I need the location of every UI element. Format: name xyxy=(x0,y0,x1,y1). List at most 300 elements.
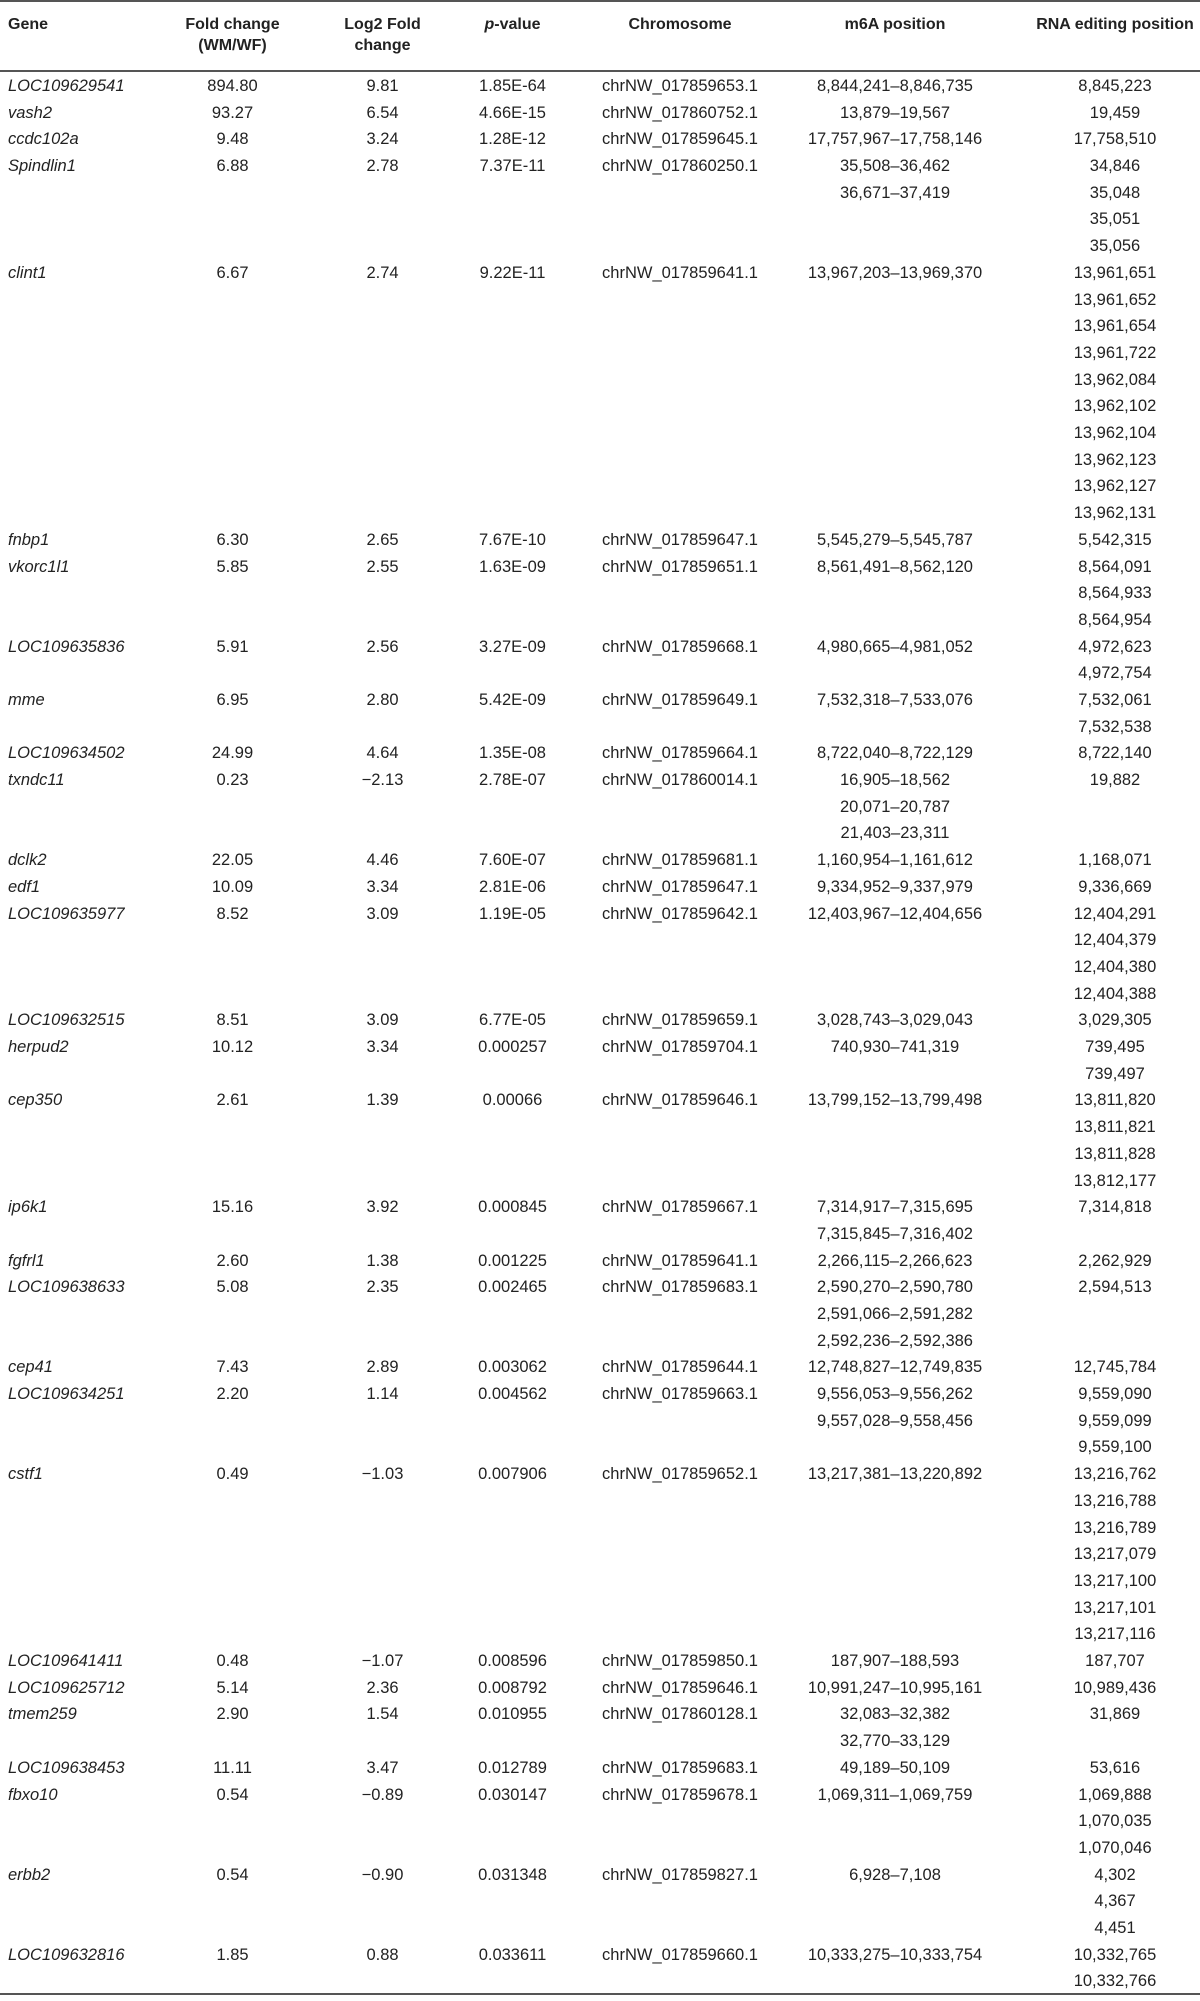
rna-editing-cell-line: 7,314,818 xyxy=(1078,1198,1152,1217)
pvalue-cell: 0.002465 xyxy=(478,1278,547,1297)
gene-cell: ccdc102a xyxy=(8,130,79,149)
m6a-cell-line: 8,561,491–8,562,120 xyxy=(817,557,973,576)
m6a-cell-line: 32,770–33,129 xyxy=(839,1732,951,1751)
log2-cell: 1.39 xyxy=(366,1091,399,1110)
chromosome-cell: chrNW_017859653.1 xyxy=(602,77,758,95)
log2-cell: 3.34 xyxy=(366,877,399,896)
fold-change-cell: 8.52 xyxy=(216,904,249,923)
gene-cell: vash2 xyxy=(8,103,53,122)
gene-cell: mme xyxy=(8,691,45,710)
m6a-cell-line: 21,403–23,311 xyxy=(840,824,950,843)
fold-change-cell: 8.51 xyxy=(216,1011,249,1030)
chromosome-cell: chrNW_017859668.1 xyxy=(602,637,758,656)
rna-editing-cell xyxy=(1015,73,1200,100)
rna-editing-cell xyxy=(1015,1648,1200,1675)
m6a-cell-line: 187,907–188,593 xyxy=(830,1652,960,1671)
chromosome-cell: chrNW_017859663.1 xyxy=(602,1385,758,1404)
log2-cell: −1.03 xyxy=(361,1465,404,1484)
rna-editing-cell xyxy=(1015,554,1200,634)
gene-cell: cstf1 xyxy=(8,1465,43,1484)
chromosome-cell: chrNW_017859642.1 xyxy=(602,904,758,923)
gene-cell: erbb2 xyxy=(8,1865,51,1884)
m6a-cell-line: 13,879–19,567 xyxy=(839,103,951,122)
rna-editing-cell-line: 8,564,933 xyxy=(1078,584,1152,603)
gene-cell: LOC109635836 xyxy=(8,637,125,656)
table-row xyxy=(0,687,1200,740)
rna-editing-cell-line: 4,972,623 xyxy=(1078,637,1152,656)
table-row xyxy=(0,153,1200,260)
header-chromosome: Chromosome xyxy=(628,16,732,33)
rna-editing-cell xyxy=(1015,260,1200,527)
rna-editing-cell-line: 35,051 xyxy=(1089,210,1141,229)
rna-editing-cell-line: 9,336,669 xyxy=(1078,877,1152,896)
rna-editing-cell-line: 10,332,766 xyxy=(1073,1972,1157,1991)
log2-cell: 2.36 xyxy=(366,1678,399,1697)
fold-change-cell: 24.99 xyxy=(211,744,254,763)
pvalue-cell: 0.00066 xyxy=(482,1091,543,1110)
table-row xyxy=(0,1942,1200,1995)
header-fold-change-line1: Fold change xyxy=(185,16,280,33)
m6a-cell-line: 5,545,279–5,545,787 xyxy=(817,530,973,549)
fold-change-cell: 6.95 xyxy=(216,691,249,710)
m6a-cell xyxy=(785,1942,1005,1969)
table-row xyxy=(0,1862,1200,1942)
fold-change-cell: 22.05 xyxy=(211,851,254,870)
m6a-cell xyxy=(785,1782,1005,1809)
table-row xyxy=(0,1087,1200,1194)
chromosome-cell: chrNW_017859850.1 xyxy=(602,1652,758,1671)
rna-editing-cell xyxy=(1015,1354,1200,1381)
m6a-cell-line: 740,930–741,319 xyxy=(830,1038,960,1057)
fold-change-cell: 7.43 xyxy=(216,1358,249,1377)
rna-editing-cell-line: 12,745,784 xyxy=(1073,1358,1157,1377)
gene-cell: dclk2 xyxy=(8,851,47,870)
header-log2 xyxy=(320,14,445,56)
chromosome-cell: chrNW_017859645.1 xyxy=(602,130,758,149)
rna-editing-cell-line: 8,564,091 xyxy=(1078,557,1152,576)
m6a-cell-line: 1,069,311–1,069,759 xyxy=(817,1785,973,1804)
header-pvalue-suffix: -value xyxy=(494,16,541,33)
fold-change-cell: 5.85 xyxy=(216,557,249,576)
table-row xyxy=(0,874,1200,901)
rna-editing-cell-line: 12,404,388 xyxy=(1073,984,1157,1003)
rna-editing-cell-line: 2,594,513 xyxy=(1078,1278,1152,1297)
m6a-cell xyxy=(785,767,1005,847)
rna-editing-cell xyxy=(1015,1461,1200,1648)
m6a-cell xyxy=(785,847,1005,874)
rna-editing-cell xyxy=(1015,153,1200,260)
chromosome-cell: chrNW_017859683.1 xyxy=(602,1758,758,1777)
table-row xyxy=(0,1354,1200,1381)
rna-editing-cell xyxy=(1015,1381,1200,1461)
rna-editing-cell-line: 34,846 xyxy=(1089,157,1141,176)
pvalue-cell: 0.008596 xyxy=(478,1652,547,1671)
m6a-cell xyxy=(785,1194,1005,1247)
pvalue-cell: 1.85E-64 xyxy=(479,77,546,95)
pvalue-cell: 0.001225 xyxy=(478,1251,547,1270)
rna-editing-cell-line: 3,029,305 xyxy=(1078,1011,1152,1030)
table-row xyxy=(0,1034,1200,1087)
m6a-cell-line: 7,314,917–7,315,695 xyxy=(817,1198,973,1217)
pvalue-cell: 9.22E-11 xyxy=(479,263,546,282)
log2-cell: 2.80 xyxy=(366,691,399,710)
gene-cell: cep41 xyxy=(8,1358,53,1377)
rna-editing-cell-line: 35,048 xyxy=(1089,183,1141,202)
fold-change-cell: 6.30 xyxy=(216,530,249,549)
fold-change-cell: 0.49 xyxy=(216,1465,249,1484)
table-row xyxy=(0,901,1200,1008)
table-header-rule xyxy=(0,70,1200,72)
rna-editing-cell-line: 13,811,820 xyxy=(1074,1091,1156,1110)
table-row xyxy=(0,100,1200,127)
table-row xyxy=(0,1648,1200,1675)
table-row xyxy=(0,1782,1200,1862)
m6a-cell xyxy=(785,740,1005,767)
table-row xyxy=(0,527,1200,554)
log2-cell: 2.35 xyxy=(366,1278,399,1297)
table-row xyxy=(0,1194,1200,1247)
rna-editing-cell-line: 1,070,035 xyxy=(1078,1812,1152,1831)
pvalue-cell: 7.67E-10 xyxy=(479,530,546,549)
m6a-cell xyxy=(785,1648,1005,1675)
rna-editing-cell-line: 4,367 xyxy=(1094,1892,1136,1911)
fold-change-cell: 2.90 xyxy=(216,1705,249,1724)
m6a-cell xyxy=(785,1087,1005,1114)
chromosome-cell: chrNW_017859667.1 xyxy=(602,1198,758,1217)
m6a-cell-line: 2,590,270–2,590,780 xyxy=(817,1278,973,1297)
fold-change-cell: 11.11 xyxy=(213,1758,252,1777)
fold-change-cell: 10.12 xyxy=(211,1038,254,1057)
rna-editing-cell xyxy=(1015,100,1200,127)
fold-change-cell: 5.14 xyxy=(216,1678,249,1697)
header-m6a: m6A position xyxy=(844,16,946,33)
m6a-cell xyxy=(785,634,1005,661)
gene-cell: clint1 xyxy=(8,263,47,282)
m6a-cell-line: 6,928–7,108 xyxy=(849,1865,941,1884)
gene-cell: LOC109632515 xyxy=(8,1011,125,1030)
rna-editing-cell-line: 10,989,436 xyxy=(1073,1678,1157,1697)
log2-cell: 2.65 xyxy=(366,530,399,549)
log2-cell: 4.46 xyxy=(366,851,399,870)
m6a-cell xyxy=(785,1755,1005,1782)
m6a-cell-line: 9,556,053–9,556,262 xyxy=(817,1385,973,1404)
rna-editing-cell-line: 4,451 xyxy=(1094,1919,1136,1938)
m6a-cell-line: 7,532,318–7,533,076 xyxy=(817,691,973,710)
table-row xyxy=(0,1248,1200,1275)
pvalue-cell: 0.007906 xyxy=(478,1465,547,1484)
rna-editing-cell-line: 13,216,788 xyxy=(1073,1491,1157,1510)
fold-change-cell: 0.48 xyxy=(216,1652,249,1671)
m6a-cell xyxy=(785,901,1005,928)
rna-editing-cell-line: 13,962,131 xyxy=(1073,504,1157,523)
m6a-cell-line: 9,334,952–9,337,979 xyxy=(817,877,973,896)
table-row xyxy=(0,847,1200,874)
m6a-cell-line: 8,722,040–8,722,129 xyxy=(817,744,973,763)
m6a-cell-line: 13,799,152–13,799,498 xyxy=(807,1091,983,1110)
rna-editing-cell-line: 19,882 xyxy=(1089,771,1141,790)
chromosome-cell: chrNW_017860128.1 xyxy=(602,1705,758,1724)
rna-editing-cell-line: 4,302 xyxy=(1094,1865,1136,1884)
gene-cell: LOC109635977 xyxy=(8,904,125,923)
table-row xyxy=(0,634,1200,687)
log2-cell: 9.81 xyxy=(366,77,399,95)
log2-cell: −0.89 xyxy=(361,1785,404,1804)
rna-editing-cell-line: 13,961,652 xyxy=(1073,290,1157,309)
rna-editing-cell-line: 5,542,315 xyxy=(1078,530,1152,549)
m6a-cell-line: 8,844,241–8,846,735 xyxy=(817,77,973,95)
chromosome-cell: chrNW_017859659.1 xyxy=(602,1011,758,1030)
m6a-cell xyxy=(785,527,1005,554)
m6a-cell xyxy=(785,1034,1005,1061)
rna-editing-cell-line: 7,532,538 xyxy=(1078,717,1152,736)
rna-editing-cell xyxy=(1015,1274,1200,1301)
pvalue-cell: 0.031348 xyxy=(478,1865,547,1884)
rna-editing-cell-line: 13,962,104 xyxy=(1073,423,1157,442)
m6a-cell xyxy=(785,1274,1005,1354)
fold-change-cell: 9.48 xyxy=(216,130,249,149)
log2-cell: −2.13 xyxy=(361,771,404,790)
m6a-cell xyxy=(785,73,1005,100)
rna-editing-cell-line: 1,069,888 xyxy=(1078,1785,1152,1804)
pvalue-cell: 0.010955 xyxy=(478,1705,547,1724)
header-fold-change-line2: (WM/WF) xyxy=(198,37,267,54)
m6a-cell xyxy=(785,1701,1005,1754)
pvalue-cell: 0.000845 xyxy=(478,1198,547,1217)
fold-change-cell: 5.08 xyxy=(216,1278,249,1297)
table-row xyxy=(0,73,1200,100)
table-row xyxy=(0,126,1200,153)
rna-editing-cell xyxy=(1015,847,1200,874)
fold-change-cell: 15.16 xyxy=(211,1198,254,1217)
chromosome-cell: chrNW_017859641.1 xyxy=(602,1251,758,1270)
chromosome-cell: chrNW_017859644.1 xyxy=(602,1358,758,1377)
m6a-cell xyxy=(785,1862,1005,1889)
table-row xyxy=(0,1675,1200,1702)
pvalue-cell: 0.033611 xyxy=(478,1945,547,1964)
pvalue-cell: 0.012789 xyxy=(478,1758,547,1777)
log2-cell: 1.14 xyxy=(366,1385,399,1404)
rna-editing-cell xyxy=(1015,1755,1200,1782)
table-row xyxy=(0,740,1200,767)
chromosome-cell: chrNW_017859646.1 xyxy=(602,1678,758,1697)
rna-editing-cell-line: 12,404,380 xyxy=(1073,957,1157,976)
pvalue-cell: 5.42E-09 xyxy=(479,691,546,710)
m6a-cell xyxy=(785,126,1005,153)
rna-editing-cell-line: 10,332,765 xyxy=(1073,1945,1157,1964)
pvalue-cell: 1.63E-09 xyxy=(479,557,546,576)
rna-editing-cell-line: 13,962,084 xyxy=(1073,370,1157,389)
log2-cell: 2.78 xyxy=(366,157,399,176)
m6a-cell-line: 2,592,236–2,592,386 xyxy=(817,1331,973,1350)
rna-editing-cell xyxy=(1015,1782,1200,1862)
rna-editing-cell-line: 1,168,071 xyxy=(1078,851,1152,870)
fold-change-cell: 6.88 xyxy=(216,157,249,176)
gene-cell: LOC109629541 xyxy=(8,77,125,95)
fold-change-cell: 2.60 xyxy=(216,1251,249,1270)
table-row xyxy=(0,260,1200,527)
log2-cell: 2.56 xyxy=(366,637,399,656)
chromosome-cell: chrNW_017859678.1 xyxy=(602,1785,758,1804)
pvalue-cell: 0.000257 xyxy=(478,1038,547,1057)
pvalue-cell: 1.35E-08 xyxy=(479,744,546,763)
log2-cell: 3.34 xyxy=(366,1038,399,1057)
m6a-cell-line: 9,557,028–9,558,456 xyxy=(817,1411,973,1430)
m6a-cell-line: 12,403,967–12,404,656 xyxy=(807,904,983,923)
rna-editing-cell xyxy=(1015,740,1200,767)
rna-editing-cell-line: 13,961,651 xyxy=(1073,263,1157,282)
header-fold-change xyxy=(170,14,295,56)
gene-cell: LOC109638633 xyxy=(8,1278,125,1297)
chromosome-cell: chrNW_017859646.1 xyxy=(602,1091,758,1110)
log2-cell: −1.07 xyxy=(361,1652,404,1671)
pvalue-cell: 3.27E-09 xyxy=(479,637,546,656)
rna-editing-cell xyxy=(1015,1701,1200,1728)
fold-change-cell: 93.27 xyxy=(211,103,254,122)
gene-cell: LOC109625712 xyxy=(8,1678,125,1697)
log2-cell: 1.54 xyxy=(366,1705,399,1724)
rna-editing-cell-line: 12,404,291 xyxy=(1073,904,1157,923)
m6a-cell xyxy=(785,260,1005,287)
rna-editing-cell-line: 12,404,379 xyxy=(1073,931,1157,950)
rna-editing-cell-line: 13,217,079 xyxy=(1073,1545,1157,1564)
rna-editing-cell-line: 1,070,046 xyxy=(1078,1838,1152,1857)
m6a-cell xyxy=(785,1007,1005,1034)
m6a-cell-line: 36,671–37,419 xyxy=(839,183,951,202)
gene-cell: cep350 xyxy=(8,1091,63,1110)
m6a-cell-line: 13,217,381–13,220,892 xyxy=(807,1465,983,1484)
gene-cell: tmem259 xyxy=(8,1705,77,1724)
rna-editing-cell-line: 13,962,127 xyxy=(1073,477,1157,496)
gene-cell: LOC109632816 xyxy=(8,1945,125,1964)
fold-change-cell: 2.61 xyxy=(216,1091,249,1110)
rna-editing-cell-line: 13,811,828 xyxy=(1074,1144,1156,1163)
chromosome-cell: chrNW_017859651.1 xyxy=(602,557,758,576)
gene-cell: vkorc1l1 xyxy=(8,557,70,576)
pvalue-cell: 4.66E-15 xyxy=(479,103,546,122)
rna-editing-cell xyxy=(1015,901,1200,1008)
log2-cell: 2.89 xyxy=(366,1358,399,1377)
table-row xyxy=(0,554,1200,634)
table-header xyxy=(0,0,1200,70)
m6a-cell-line: 16,905–18,562 xyxy=(839,771,951,790)
m6a-cell-line: 32,083–32,382 xyxy=(839,1705,951,1724)
chromosome-cell: chrNW_017859827.1 xyxy=(602,1865,758,1884)
chromosome-cell: chrNW_017859647.1 xyxy=(602,530,758,549)
header-log2-line1: Log2 Fold xyxy=(344,16,421,33)
rna-editing-cell-line: 13,217,101 xyxy=(1073,1598,1157,1617)
chromosome-cell: chrNW_017859704.1 xyxy=(602,1038,758,1057)
m6a-cell-line: 7,315,845–7,316,402 xyxy=(817,1224,973,1243)
chromosome-cell: chrNW_017860752.1 xyxy=(602,103,758,122)
gene-cell: LOC109634502 xyxy=(8,744,125,763)
gene-cell: Spindlin1 xyxy=(8,157,76,176)
log2-cell: 1.38 xyxy=(366,1251,399,1270)
log2-cell: 2.55 xyxy=(366,557,399,576)
table-row xyxy=(0,767,1200,847)
log2-cell: 4.64 xyxy=(366,744,399,763)
table-row xyxy=(0,1381,1200,1461)
rna-editing-cell-line: 739,495 xyxy=(1085,1038,1145,1057)
m6a-cell-line: 1,160,954–1,161,612 xyxy=(817,851,973,870)
pvalue-cell: 6.77E-05 xyxy=(479,1011,546,1030)
m6a-cell xyxy=(785,874,1005,901)
rna-editing-cell-line: 13,961,722 xyxy=(1073,343,1157,362)
rna-editing-cell-line: 13,811,821 xyxy=(1074,1118,1156,1137)
rna-editing-cell xyxy=(1015,126,1200,153)
log2-cell: 3.92 xyxy=(366,1198,399,1217)
pvalue-cell: 7.60E-07 xyxy=(479,851,546,870)
log2-cell: 3.47 xyxy=(366,1758,399,1777)
rna-editing-cell-line: 8,722,140 xyxy=(1078,744,1152,763)
chromosome-cell: chrNW_017859649.1 xyxy=(602,691,758,710)
gene-cell: edf1 xyxy=(8,877,41,896)
fold-change-cell: 0.54 xyxy=(216,1785,249,1804)
rna-editing-cell xyxy=(1015,1862,1200,1942)
table-row xyxy=(0,1461,1200,1648)
fold-change-cell: 894.80 xyxy=(207,77,258,95)
rna-editing-cell-line: 9,559,100 xyxy=(1078,1438,1152,1457)
fold-change-cell: 1.85 xyxy=(216,1945,249,1964)
pvalue-cell: 0.004562 xyxy=(478,1385,547,1404)
rna-editing-cell xyxy=(1015,1034,1200,1087)
rna-editing-cell-line: 187,707 xyxy=(1085,1652,1145,1671)
log2-cell: 3.09 xyxy=(366,1011,399,1030)
header-gene: Gene xyxy=(8,16,49,33)
chromosome-cell: chrNW_017860250.1 xyxy=(602,157,758,176)
rna-editing-cell-line: 8,845,223 xyxy=(1078,77,1152,95)
rna-editing-cell xyxy=(1015,634,1200,687)
log2-cell: 2.74 xyxy=(366,263,399,282)
rna-editing-cell-line: 53,616 xyxy=(1089,1758,1141,1777)
gene-cell: ip6k1 xyxy=(8,1198,48,1217)
rna-editing-cell-line: 9,559,090 xyxy=(1078,1385,1152,1404)
m6a-cell-line: 3,028,743–3,029,043 xyxy=(817,1011,973,1030)
fold-change-cell: 6.67 xyxy=(216,263,249,282)
rna-editing-cell-line: 13,217,100 xyxy=(1073,1571,1157,1590)
table-row xyxy=(0,1274,1200,1354)
rna-editing-cell xyxy=(1015,1087,1200,1194)
rna-editing-cell xyxy=(1015,1942,1200,1995)
rna-editing-cell xyxy=(1015,1675,1200,1702)
rna-editing-cell-line: 35,056 xyxy=(1089,237,1141,256)
fold-change-cell: 0.23 xyxy=(216,771,249,790)
header-pvalue-italic: p xyxy=(484,16,495,33)
table-body xyxy=(0,73,1200,1995)
pvalue-cell: 1.19E-05 xyxy=(479,904,546,923)
rna-editing-cell-line: 13,812,177 xyxy=(1073,1171,1157,1190)
rna-editing-cell-line: 8,564,954 xyxy=(1078,610,1152,629)
log2-cell: 3.24 xyxy=(366,130,399,149)
rna-editing-cell-line: 13,962,123 xyxy=(1073,450,1157,469)
rna-editing-cell xyxy=(1015,527,1200,554)
fold-change-cell: 0.54 xyxy=(216,1865,249,1884)
m6a-cell xyxy=(785,1354,1005,1381)
pvalue-cell: 7.37E-11 xyxy=(479,157,546,176)
rna-editing-cell-line: 13,216,789 xyxy=(1073,1518,1157,1537)
rna-editing-cell-line: 13,962,102 xyxy=(1073,397,1157,416)
table-row xyxy=(0,1701,1200,1754)
m6a-cell-line: 13,967,203–13,969,370 xyxy=(807,263,983,282)
gene-cell: fgfrl1 xyxy=(8,1251,45,1270)
rna-editing-cell-line: 13,216,762 xyxy=(1073,1465,1157,1484)
fold-change-cell: 5.91 xyxy=(216,637,249,656)
table-row xyxy=(0,1007,1200,1034)
gene-cell: fnbp1 xyxy=(8,530,50,549)
fold-change-cell: 2.20 xyxy=(216,1385,249,1404)
rna-editing-cell xyxy=(1015,767,1200,794)
gene-cell: fbxo10 xyxy=(8,1785,58,1804)
pvalue-cell: 0.030147 xyxy=(478,1785,547,1804)
